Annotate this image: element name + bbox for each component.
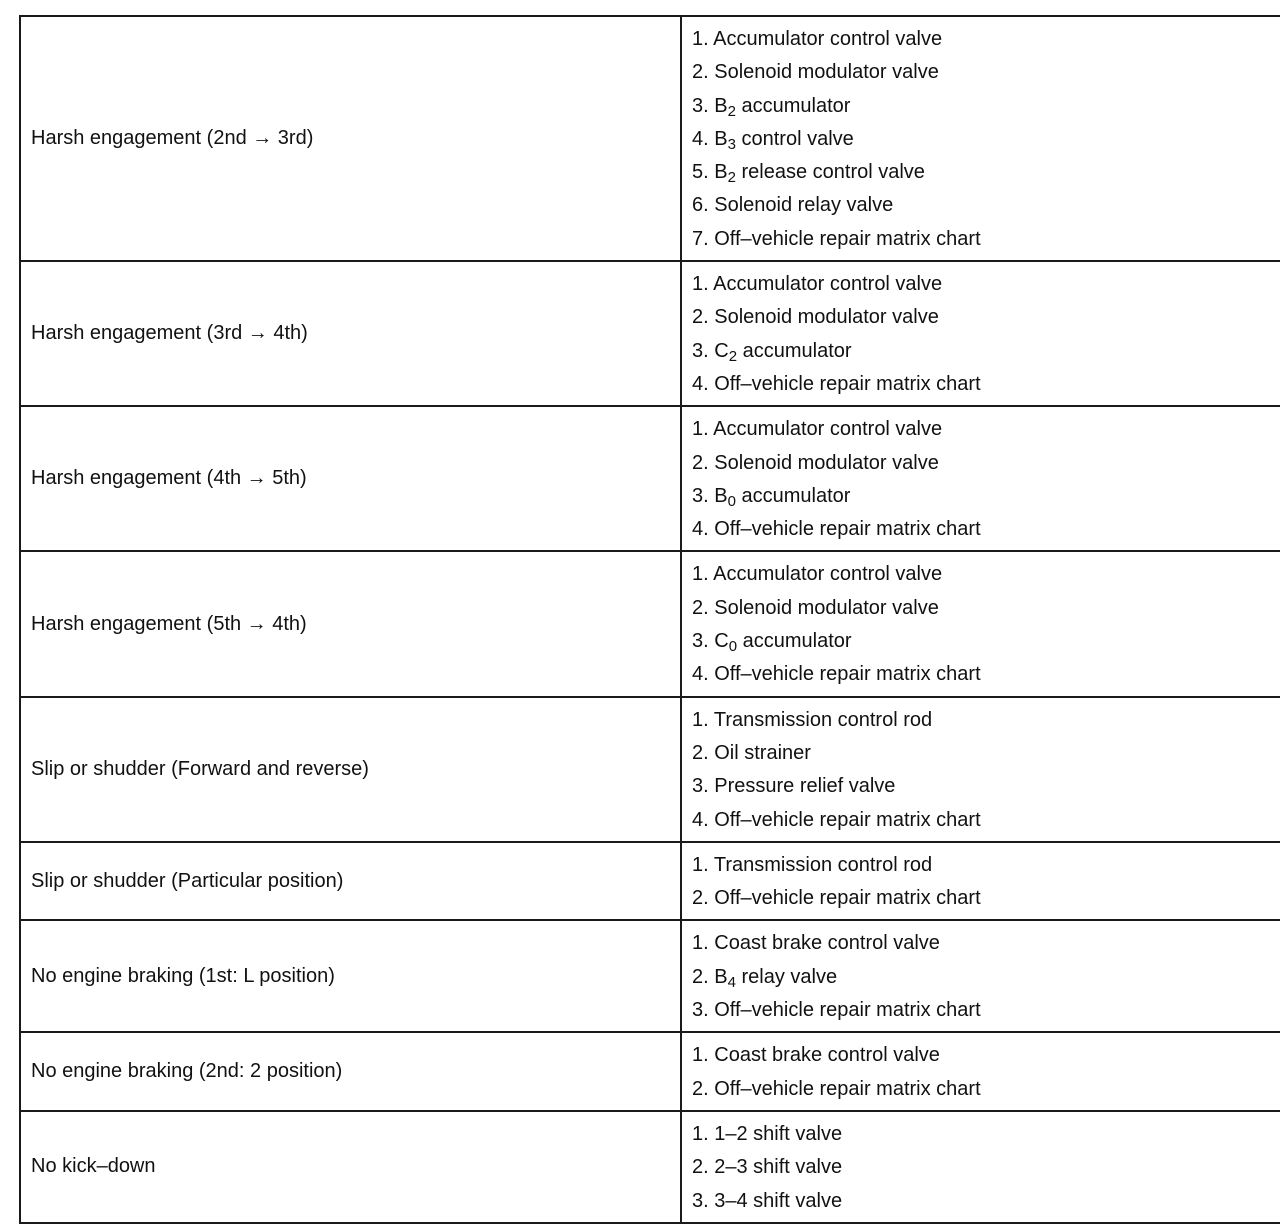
item-text: Coast brake control valve: [714, 1044, 940, 1067]
item-text: Accumulator control valve: [713, 418, 943, 441]
item-number: 1.: [692, 1044, 709, 1067]
list-item: [692, 368, 1272, 401]
item-number: 1.: [692, 853, 709, 876]
suspect-area-list: [692, 1112, 1272, 1222]
item-text: C: [714, 339, 729, 362]
list-item: [692, 704, 1272, 737]
item-text: B: [714, 965, 728, 988]
item-subscript: 3: [727, 135, 736, 153]
suspect-area-list: [692, 407, 1272, 550]
item-number: 3.: [692, 999, 709, 1022]
item-text: 1–2 shift valve: [714, 1122, 843, 1145]
symptom-text: Harsh engagement (3rd → 4th): [31, 322, 308, 345]
item-number: 2.: [692, 451, 709, 474]
item-text-suffix: release control valve: [735, 161, 925, 184]
item-text: Accumulator control valve: [713, 563, 943, 586]
item-text: Transmission control rod: [713, 853, 933, 876]
list-item: [692, 1151, 1272, 1184]
suspect-area-cell: [681, 697, 1280, 842]
symptom-cell: [20, 551, 681, 696]
list-item: [692, 927, 1272, 960]
list-item: [692, 737, 1272, 770]
item-text: 2–3 shift valve: [714, 1156, 843, 1179]
item-number: 3.: [692, 94, 709, 117]
item-number: 1.: [692, 563, 709, 586]
item-text-suffix: accumulator: [735, 94, 851, 117]
item-number: 1.: [692, 28, 709, 50]
item-number: 7.: [692, 227, 709, 250]
suspect-area-list: [692, 1033, 1272, 1110]
item-number: 2.: [692, 965, 709, 988]
item-text-suffix: control valve: [735, 127, 854, 150]
item-number: 1.: [692, 1122, 709, 1145]
symptom-text: No engine braking (1st: L position): [31, 964, 335, 987]
troubleshooting-table: [19, 15, 1280, 1224]
list-item: [692, 513, 1272, 546]
symptom-text: Slip or shudder (Particular position): [31, 869, 344, 892]
symptom-cell: [20, 842, 681, 921]
suspect-area-list: [692, 262, 1272, 405]
item-number: 3.: [692, 484, 709, 507]
item-number: 3.: [692, 630, 709, 653]
item-number: 4.: [692, 808, 709, 831]
item-text: Off–vehicle repair matrix chart: [714, 808, 981, 831]
list-item: [692, 770, 1272, 803]
list-item: [692, 123, 1272, 156]
symptom-cell: [20, 1032, 681, 1111]
symptom-cell: [20, 920, 681, 1032]
list-item: [692, 480, 1272, 513]
item-text: B: [714, 94, 728, 117]
item-subscript: 2: [728, 347, 738, 365]
list-item: [692, 592, 1272, 625]
item-text: Accumulator control valve: [713, 273, 943, 296]
item-text: Off–vehicle repair matrix chart: [714, 518, 981, 541]
table-row: [20, 261, 1280, 406]
item-number: 2.: [692, 61, 709, 84]
item-text: Solenoid modulator valve: [714, 61, 939, 84]
suspect-area-list: [692, 552, 1272, 695]
table-row: [20, 842, 1280, 921]
item-text-suffix: accumulator: [735, 484, 851, 507]
list-item: [692, 189, 1272, 222]
item-text: Solenoid modulator valve: [714, 451, 939, 474]
suspect-area-cell: [681, 16, 1280, 261]
item-text: B: [714, 161, 728, 184]
item-text: Off–vehicle repair matrix chart: [714, 887, 981, 910]
list-item: [692, 56, 1272, 89]
item-subscript: 0: [727, 492, 736, 510]
item-text: Solenoid relay valve: [714, 194, 894, 217]
item-number: 4.: [692, 663, 709, 686]
item-text: Coast brake control valve: [714, 932, 940, 955]
table-row: [20, 551, 1280, 696]
item-subscript: 2: [727, 169, 736, 187]
item-number: 1.: [692, 932, 709, 955]
item-text: Solenoid modulator valve: [714, 596, 939, 619]
item-text-suffix: accumulator: [737, 339, 852, 362]
list-item: [692, 90, 1272, 123]
list-item: [692, 268, 1272, 301]
item-text: C: [714, 630, 729, 653]
list-item: [692, 961, 1272, 994]
item-number: 2.: [692, 741, 709, 764]
symptom-text: Slip or shudder (Forward and reverse): [31, 757, 369, 780]
table-row: [20, 1111, 1280, 1223]
list-item: [692, 882, 1272, 915]
table-row: [20, 697, 1280, 842]
list-item: [692, 23, 1272, 56]
item-subscript: 0: [728, 638, 738, 656]
item-number: 4.: [692, 518, 709, 541]
item-text-suffix: accumulator: [737, 630, 852, 653]
list-item: [692, 804, 1272, 837]
symptom-cell: [20, 16, 681, 261]
item-text: B: [714, 127, 728, 150]
suspect-area-cell: [681, 406, 1280, 551]
symptom-text: No engine braking (2nd: 2 position): [31, 1060, 343, 1083]
symptom-text: No kick–down: [31, 1155, 156, 1178]
list-item: [692, 658, 1272, 691]
item-number: 2.: [692, 1077, 709, 1100]
list-item: [692, 335, 1272, 368]
list-item: [692, 1185, 1272, 1218]
item-number: 1.: [692, 418, 709, 441]
table-row: [20, 16, 1280, 261]
suspect-area-list: [692, 698, 1272, 841]
suspect-area-list: [692, 921, 1272, 1031]
item-number: 2.: [692, 887, 709, 910]
list-item: [692, 156, 1272, 189]
list-item: [692, 625, 1272, 658]
item-number: 3.: [692, 339, 709, 362]
item-number: 1.: [692, 273, 709, 296]
item-text: 3–4 shift valve: [714, 1189, 843, 1212]
item-text: Off–vehicle repair matrix chart: [714, 227, 981, 250]
item-number: 5.: [692, 161, 709, 184]
item-number: 2.: [692, 596, 709, 619]
suspect-area-cell: [681, 1032, 1280, 1111]
item-number: 6.: [692, 194, 709, 217]
suspect-area-cell: [681, 1111, 1280, 1223]
suspect-area-cell: [681, 920, 1280, 1032]
suspect-area-cell: [681, 551, 1280, 696]
symptom-text: Harsh engagement (4th → 5th): [31, 467, 307, 490]
suspect-area-list: [692, 17, 1272, 260]
item-number: 4.: [692, 127, 709, 150]
list-item: [692, 1039, 1272, 1072]
item-number: 3.: [692, 1189, 709, 1212]
item-number: 3.: [692, 775, 709, 798]
list-item: [692, 994, 1272, 1027]
list-item: [692, 223, 1272, 256]
list-item: [692, 558, 1272, 591]
symptom-text: Harsh engagement (2nd → 3rd): [31, 127, 314, 150]
list-item: [692, 413, 1272, 446]
suspect-area-list: [692, 843, 1272, 920]
symptom-cell: [20, 1111, 681, 1223]
item-subscript: 4: [727, 973, 736, 991]
item-text: Off–vehicle repair matrix chart: [714, 1077, 981, 1100]
list-item: [692, 301, 1272, 334]
symptom-cell: [20, 697, 681, 842]
item-number: 1.: [692, 708, 709, 731]
suspect-area-cell: [681, 261, 1280, 406]
symptom-cell: [20, 261, 681, 406]
item-text: Oil strainer: [714, 741, 811, 764]
item-text: Accumulator control valve: [713, 28, 943, 50]
table-body: [20, 16, 1280, 1223]
item-subscript: 2: [727, 102, 736, 120]
suspect-area-cell: [681, 842, 1280, 921]
item-text: Off–vehicle repair matrix chart: [714, 372, 981, 395]
item-text: Off–vehicle repair matrix chart: [714, 663, 981, 686]
table-row: [20, 406, 1280, 551]
item-number: 2.: [692, 1156, 709, 1179]
list-item: [692, 1073, 1272, 1106]
symptom-cell: [20, 406, 681, 551]
list-item: [692, 1118, 1272, 1151]
list-item: [692, 447, 1272, 480]
item-text: Pressure relief valve: [714, 775, 896, 798]
item-number: 2.: [692, 306, 709, 329]
item-text: Solenoid modulator valve: [714, 306, 939, 329]
table-row: [20, 920, 1280, 1032]
item-text: Off–vehicle repair matrix chart: [714, 999, 981, 1022]
item-text-suffix: relay valve: [735, 965, 838, 988]
table-row: [20, 1032, 1280, 1111]
item-text: B: [714, 484, 728, 507]
item-number: 4.: [692, 372, 709, 395]
list-item: [692, 849, 1272, 882]
symptom-text: Harsh engagement (5th → 4th): [31, 612, 307, 635]
item-text: Transmission control rod: [713, 708, 933, 731]
